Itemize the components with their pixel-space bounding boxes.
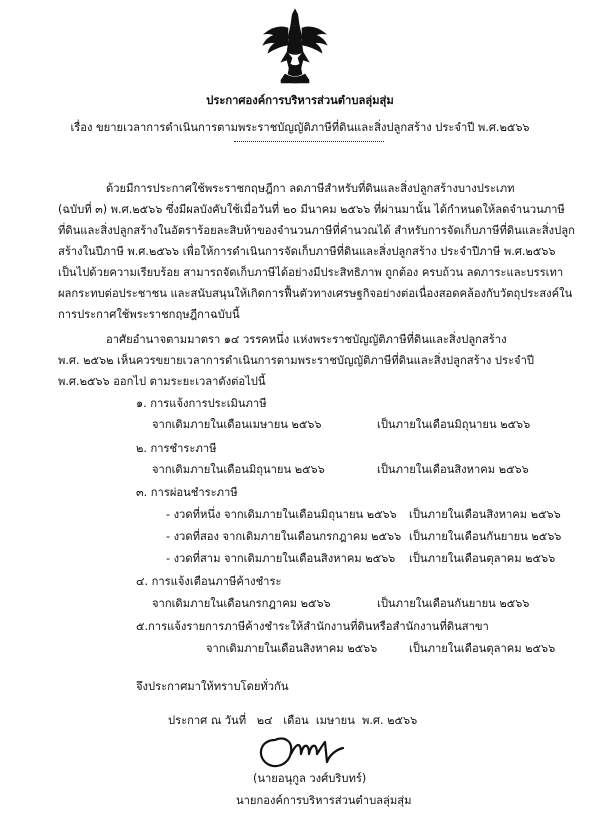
signer-name: (นายอนุกูล วงศ์บริบทร์)	[253, 772, 367, 785]
item-1-to: เป็นภายในเดือนมิถุนายน ๒๕๖๖	[377, 418, 531, 431]
item-3-installment-3-from: - งวดที่สาม จากเดิมภายในเดือนสิงหาคม ๒๕๖๖	[166, 552, 396, 565]
item-3-installment-1-to: เป็นภายในเดือนสิงหาคม ๒๕๖๖	[409, 508, 561, 521]
announcement-date: ประกาศ ณ วันที่ ๒๔ เดือน เมษายน พ.ศ. ๒๕๖๖	[168, 714, 418, 727]
paragraph-line: ด้วยมีการประกาศใช้พระราชกฤษฎีกา ลดภาษีสำหรับที่ดินและสิ่งปลูกสร้างบางประเภท	[106, 182, 515, 195]
announcement-title: ประกาศองค์การบริหารส่วนตำบลลุ่มสุ่ม	[206, 94, 394, 107]
item-4-from: จากเดิมภายในเดือนกรกฎาคม ๒๕๖๖	[152, 597, 331, 610]
item-5-to: เป็นภายในเดือนตุลาคม ๒๕๖๖	[409, 642, 556, 655]
item-3-installment-3-to: เป็นภายในเดือนตุลาคม ๒๕๖๖	[409, 552, 556, 565]
signer-position: นายกองค์การบริหารส่วนตำบลลุ่มสุ่ม	[236, 794, 412, 807]
paragraph-line: พ.ศ.๒๕๖๖ ออกไป ตามระยะเวลาดังต่อไปนี้	[58, 375, 266, 388]
item-3-title: ๓. การผ่อนชำระภาษี	[136, 486, 238, 499]
signature-image	[255, 732, 347, 772]
item-3-installment-2-to: เป็นภายในเดือนกันยายน ๒๕๖๖	[409, 530, 562, 543]
item-4-to: เป็นภายในเดือนกันยายน ๒๕๖๖	[377, 597, 530, 610]
item-2-title: ๒. การชำระภาษี	[136, 442, 217, 455]
paragraph-line: ผลกระทบต่อประชาชน และสนับสนุนให้เกิดการฟื้นตัวทางเศรษฐกิจอย่างต่อเนื่องสอดคล้องกับวัตถุประสงค์ใน	[58, 287, 573, 300]
item-3-installment-1-from: - งวดที่หนึ่ง จากเดิมภายในเดือนมิถุนายน ๒๕๖๖	[166, 508, 397, 521]
paragraph-line: พ.ศ. ๒๕๖๒ เห็นควรขยายเวลาการดำเนินการตามพระราชบัญญัติภาษีที่ดินและสิ่งปลูกสร้าง ประจำปี	[58, 354, 534, 367]
announcement-subject: เรื่อง ขยายเวลาการดำเนินการตามพระราชบัญญัติภาษีที่ดินและสิ่งปลูกสร้าง ประจำปี พ.ศ.๒๕๖๖	[70, 121, 530, 134]
item-2-to: เป็นภายในเดือนสิงหาคม ๒๕๖๖	[377, 463, 529, 476]
title-divider	[234, 141, 384, 142]
item-5-from: จากเดิมภายในเดือนสิงหาคม ๒๕๖๖	[206, 642, 378, 655]
item-1-from: จากเดิมภายในเดือนเมษายน ๒๕๖๖	[152, 418, 322, 431]
item-2-from: จากเดิมภายในเดือนมิถุนายน ๒๕๖๖	[152, 463, 325, 476]
item-1-title: ๑. การแจ้งการประเมินภาษี	[136, 397, 267, 410]
closing-statement: จึงประกาศมาให้ทราบโดยทั่วกัน	[136, 680, 289, 693]
item-3-installment-2-from: - งวดที่สอง จากเดิมภายในเดือนกรกฎาคม ๒๕๖๖	[166, 530, 402, 543]
paragraph-line: ที่ดินและสิ่งปลูกสร้างในอัตราร้อยละสิบห้าของจำนวนภาษีที่คำนวณได้ สำหรับการจัดเก็บภาษีที่ดินและสิ่งปลูก	[58, 224, 575, 237]
paragraph-line: อาศัยอำนาจตามมาตรา ๑๔ วรรคหนึ่ง แห่งพระราชบัญญัติภาษีที่ดินและสิ่งปลูกสร้าง	[106, 333, 507, 346]
item-4-title: ๔. การแจ้งเตือนภาษีค้างชำระ	[136, 575, 282, 588]
paragraph-line: เป็นไปด้วยความเรียบร้อย สามารถจัดเก็บภาษีได้อย่างมีประสิทธิภาพ ถูกต้อง ครบถ้วน ลดภาระและบรรเทา	[58, 266, 564, 279]
paragraph-line: การประกาศใช้พระราชกฤษฎีกาฉบับนี้	[58, 308, 240, 321]
item-5-title: ๕.การแจ้งรายการภาษีค้างชำระให้สำนักงานที่ดินหรือสำนักงานที่ดินสาขา	[136, 620, 489, 633]
paragraph-line: (ฉบับที่ ๓) พ.ศ.๒๕๖๖ ซึ่งมีผลบังคับใช้เมื่อวันที่ ๒๐ มีนาคม ๒๕๖๖ ที่ผ่านมานั้น ได้กำหนดให้ลดจำนวนภาษี	[58, 203, 565, 216]
garuda-emblem-icon	[261, 6, 329, 84]
paragraph-line: สร้างในปีภาษี พ.ศ.๒๕๖๖ เพื่อให้การดำเนินการจัดเก็บภาษีที่ดินและสิ่งปลูกสร้าง ประจำปีภาษี พ.ศ.๒๕๖๖	[58, 245, 556, 258]
